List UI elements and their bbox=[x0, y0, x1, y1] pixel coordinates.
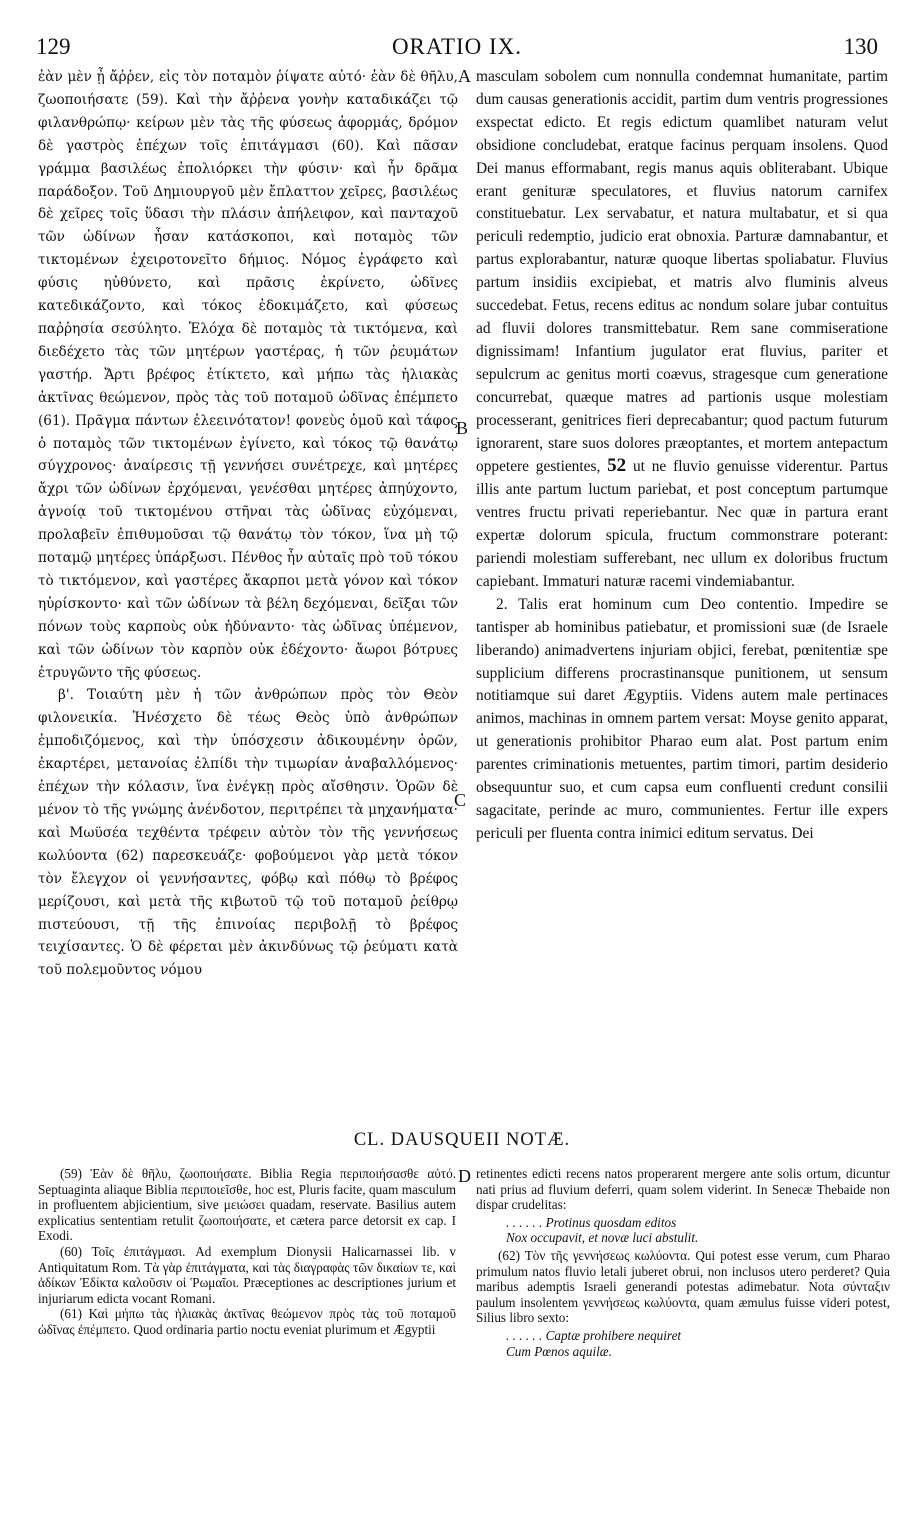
verse-silius-line-1: . . . . . . Captæ prohibere nequiret bbox=[506, 1327, 682, 1343]
greek-paragraph-2: β'. Τοιαύτη μὲν ἡ τῶν ἀνθρώπων πρὸς τὸν Θεὸν φιλονεικία. Ἠνέσχετο δὲ τέως Θεὸς ὑπὸ ἀνθρώπων ἐμποδιζόμενος, καὶ τὴν ὑπόσχεσιν ἀδικουμένην ὁρῶν, ἐκαρτέρει, μετανοίας ἐλπίδι τὴν τιμωρίαν ἀναβαλλόμενος· ἐπέχων τὴν κόλασιν, ἵνα ἐνέγκῃ πρὸς αἴσθησιν. Ὁρῶν δὲ μένον τὸ τῆς γνώμης ἀνένδοτον, περιτρέπει τὰ μηχανήματα· καὶ Μωϋσέα τεχθέντα τρέφειν αὐτὸν τὸν τῆς γεννήσεως κωλύοντα (62) παρεσκευάζε· φοβούμενοι γὰρ μετὰ τόκον τὸν ἔλεγχον οἱ γεννήσαντες, φόβῳ καὶ πόθῳ τὸ βρέφος μερίζουσι, καὶ μετὰ τῆς κιβωτοῦ τῷ τοῦ ποταμοῦ ῥείθρῳ πιστεύουσι, τῇ τῆς ἐπινοίας περιβολῇ τὸ βρέφος τειχίσαντες. Ὁ δὲ φέρεται μὲν ἀκινδύνως τῷ ῥεύματι κατὰ τοῦ πολεμοῦντος νόμου bbox=[38, 687, 458, 979]
note-61: (61) Καὶ μήπω τὰς ἡλιακὰς ἀκτῖνας θεώμενον πρὸς τὰς τοῦ ποταμοῦ ὠδῖνας ἐπέμπετο. Quod ordinaria partio noctu eveniat plurimum et Ægyptii bbox=[38, 1306, 456, 1337]
notes-left-column bbox=[38, 1166, 456, 1496]
notes-heading: CL. DAUSQUEII NOTÆ. bbox=[353, 1130, 571, 1150]
margin-letter-c: C bbox=[454, 790, 467, 810]
greek-column bbox=[38, 66, 458, 1116]
margin-letter-d: D bbox=[458, 1166, 471, 1186]
page-number-left: 129 bbox=[36, 34, 71, 59]
running-title: ORATIO IX. bbox=[391, 34, 523, 59]
latin-paragraph-1 bbox=[476, 66, 888, 594]
note-59: (59) Ἐὰν δὲ θῆλυ, ζωοποιήσατε. Biblia Regia περιποιήσασθε αὐτό. Septuaginta aliaque Biblia περιποιεῖσθε, hoc est, Pluris facite, quam masculum in profluentem abjicientium, sive μειώσει quadam, reservate. Basilius autem explicatius sententiam retulit ζωοποιήσατε, et cætera parce detorsit ex cap. I Exodi. bbox=[38, 1166, 456, 1244]
notes-right-column bbox=[476, 1166, 890, 1496]
column-number: 52 bbox=[607, 455, 627, 477]
latin-paragraph-2: 2. Talis erat hominum cum Deo contentio. Impedire se tantisper ab hominibus patiebatur, et promissioni suæ (de Israele liberando) animadvertens injuriam objici, ferebat, pœnitentiæ spe supplicium differens procrastinansque punitionem, ut sensum notitiamque sui daret Ægyptiis. Videns autem male pertinaces animos, machinas in omnem partem versat: Moyse genito apparat, ut generationis prohibitor Pharao eum alat. Post partum enim parentes criminationis metuentes, partim timori, partim desiderio obsequuntur suo, et cum capsa eum confluenti credunt consilii sagacitate, perinde ac muro, communientes. Fertur ille expers periculi per fluenta contra inimici editum servatus. Dei bbox=[476, 595, 888, 842]
note-61-continued: retinentes edicti recens natos properarent mergere ante solis ortum, dicuntur nati prius ad fluvium deferri, quam solem viderint. In Senecæ Thebaide non dispar crudelitas: bbox=[476, 1166, 890, 1213]
margin-letter-b: B bbox=[456, 418, 469, 438]
margin-letter-a: A bbox=[458, 66, 471, 86]
greek-paragraph-1: ἐὰν μὲν ᾖ ἄῤῥεν, εἰς τὸν ποταμὸν ῥίψατε αὐτό· ἐὰν δὲ θῆλυ, ζωοποιήσατε (59). Καὶ τὴν ἄῤῥενα γονὴν καταδικάζει τῷ φιλανθρώπῳ· κείρων μὲν τὰς τῆς φύσεως ἀφορμάς, δρόμον δὲ γαστρὸς ἐπέχων τοῖς ἐπιτάγμασι (60). Καὶ πᾶσαν γράμμα βασιλέως ἐπολιόρκει τὴν φύσιν· καὶ ἦν δρᾶμα παράδοξον. Τοῦ Δημιουργοῦ μὲν ἔπλαττον χεῖρες, βασιλέως δὲ χεῖρες τοῖς ὕδασι τὴν πλάσιν ἀπήλειφον, καὶ πανταχοῦ τῶν ὠδίνων ἦσαν κατάσκοποι, καὶ ποταμὸς τῶν τικτομένων ἐχειροτονεῖτο δήμιος. Νόμος ἐγράφετο καὶ φύσις ηὐθύνετο, καὶ πρᾶσις ἐκρίνετο, ὠδῖνες κατεδικάζοντο, καὶ τόκος ἐδοκιμάζετο, καὶ φύσεως παῤῥησία σεσύλητο. Ἐλόχα δὲ ποταμὸς τὰ τικτόμενα, καὶ διεδέχετο τὰς τῶν μητέρων γαστέρας, ἡ τῶν ῥευμάτων γαστήρ. Ἄρτι βρέφος ἐτίκτετο, καὶ μήπω τὰς ἡλιακὰς ἀκτῖνας θεώμενον, πρὸς τὰς τοῦ ποταμοῦ ὠδῖνας ἐπέμπετο (61). Πρᾶγμα πάντων ἐλεεινότατον! φονεὺς ὁμοῦ καὶ τάφος ὁ ποταμὸς τῶν τικτομένων ἐγίνετο, καὶ τόκος τῷ θανάτῳ σύγχρονος· ἀναίρεσις τῇ γεννήσει συνέτρεχε, καὶ μητέρες ἄχρι τῶν ὠδίνων ἐρχόμεναι, γενέσθαι μητέρες ἀπηύχοντο, ἀγνοίᾳ τοῦ τικτομένου στῆναι τὰς ὠδῖνας εὐχόμεναι, προλαβεῖν ἐπιθυμοῦσαι τῷ θανάτῳ τὸν τόκον, ἵνα μὴ τῷ ποταμῷ μητέρες ὑπάρξωσι. Πένθος ἦν αὐταῖς πρὸ τοῦ τόκου τὸ τικτόμενον, καὶ γαστέρες ἄκαρποι μετὰ γόνον καὶ τόκον ηὑρίσκοντο· καὶ τῶν ὠδίνων τὰ βέλη δεχόμεναι, δεῖξαι τῶν πόνων τοὺς καρποὺς οὐκ ἠδύναντο· τὰς ὠδῖνας ὑπέμενον, καὶ τῶν ὠδίνων τὸν καρπὸν οὐκ ἐδέχοντο· ἄωροι βότρυες ἐτρυγῶντο τῆς φύσεως. bbox=[38, 69, 458, 681]
note-62: (62) Τὸν τῆς γεννήσεως κωλύοντα. Qui potest esse verum, cum Pharao primulum natos fluvio letali juberet obrui, non inclusos utero perderet? Quia maribus ademptis Israeli generandi potestas adimebatur. Nota σύνταξιν paulum insolentem γεννήσεως κωλύοντα, quam æmulus fuisse videri potest, Silius libro sexto: bbox=[476, 1247, 890, 1326]
verse-seneca-line-2: Nox occupavit, et novæ luci abstulit. bbox=[506, 1230, 699, 1246]
running-header bbox=[36, 34, 878, 64]
page-number-right: 130 bbox=[843, 34, 878, 59]
verse-seneca-line-1: . . . . . . Protinus quosdam editos bbox=[506, 1214, 677, 1230]
verse-silius-line-2: Cum Pœnos aquilæ. bbox=[506, 1343, 612, 1359]
latin-paragraph-1a: masculam sobolem cum nonnulla condemnat humanitate, partim dum causas generationis accidit, partim dum ventris progressiones exspectat edicto. Et regis edictum quamlibet naturam velut obsidione concludebat, eratque facinus perquam insolens. Quod Dei manus efformabant, regis manus aquis obliterabant. Ubique erant genituræ speculatores, et fluvius natorum carnifex constituebatur. Lex servabatur, et natura multabatur, et si qua periculi redemptio, judicio erat obnoxia. Parturæ damnabantur, et partus explorabantur, naturæ quoque libertas spoliabatur. Fluvius partum insidiis excipiebat, et matris alvo fluminis alveus succedebat. Fetus, recens editus ac nondum solare jubar contuitus ad fluvii dolores transmittebatur. Rem sane commiseratione dignissimam! Infantium jugulator erat fluvius, pariter et sepulcrum ac genitus morti coævus, stragesque cum generatione concurrebat, quæque matres ad partionis usque molestiam processerant, genitrices fieri deprecabantur; quod pactum futurum ignorarent, stare suos dolores præoptantes, et mortem antepactum oppetere gestientes, bbox=[476, 68, 888, 476]
latin-column bbox=[476, 66, 888, 1116]
latin-paragraph-1b: ut ne fluvio genuisse viderentur. Partus illis ante partum luctum pariebat, et post conceptum partumque ventres fructu privati reperiebantur. Nec quæ in partura erant expertæ dolorum spicula, fructum commonstrare poterant: pariendi molestiam sufferebant, nec ullum ex doloribus fructum capiebant. Immaturi naturæ racemi vindemiabantur. bbox=[476, 458, 888, 590]
note-60: (60) Τοῖς ἐπιτάγμασι. Ad exemplum Dionysii Halicarnassei lib. v Antiquitatum Rom. Τὰ γὰρ ἐπιτάγματα, καὶ τὰς διαγραφὰς τῶν δικαίων τε, καὶ ἀδίκων Ἐδίκτα καλοῦσιν οἱ Ῥωμαῖοι. Præceptiones ac descriptiones jurium et injuriarum edicta vocant Romani. bbox=[38, 1243, 456, 1306]
